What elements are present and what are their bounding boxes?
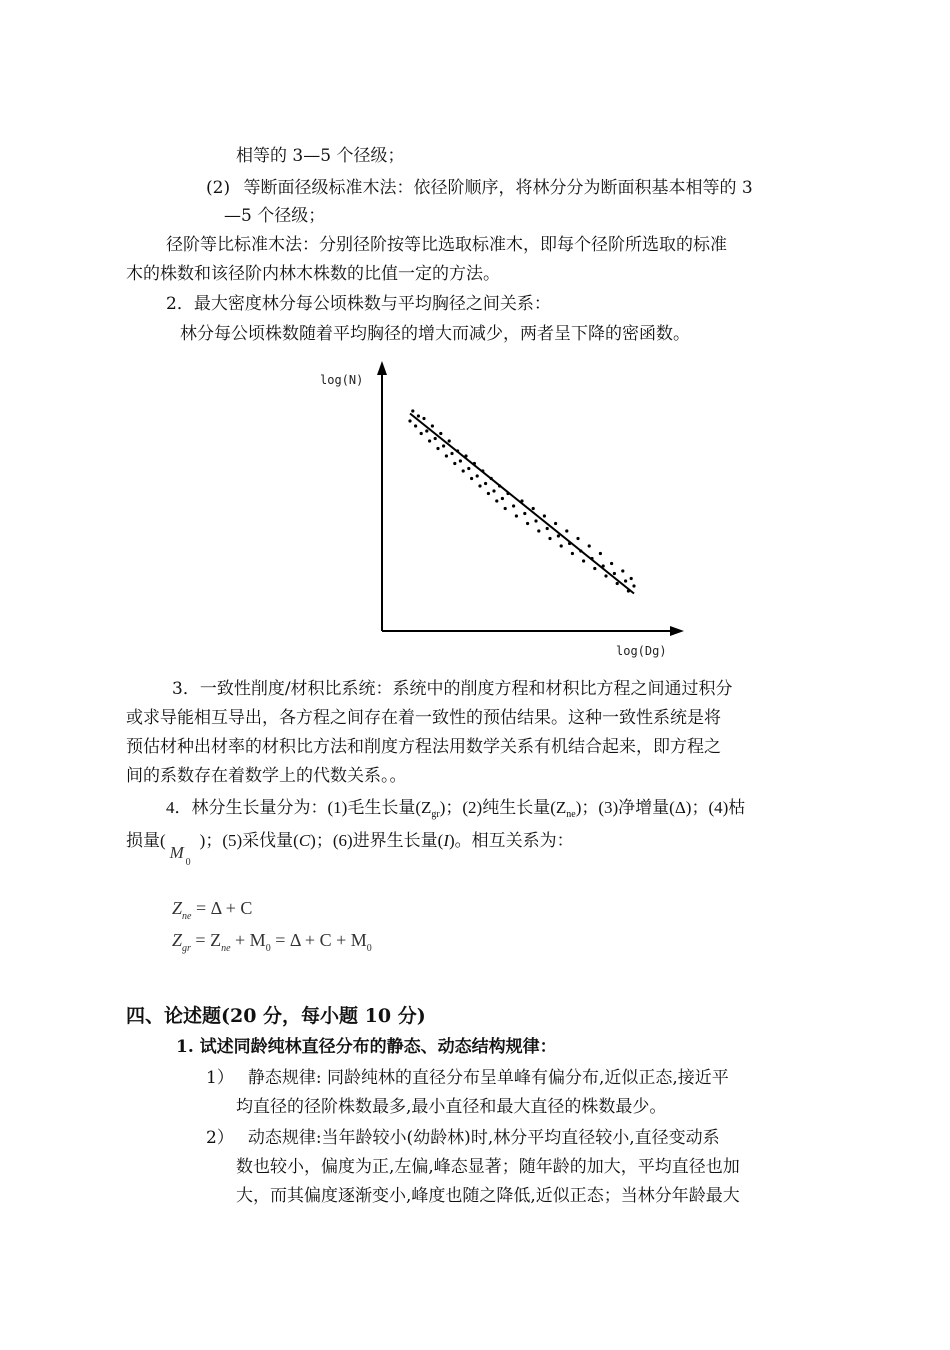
data-point bbox=[515, 514, 518, 517]
data-point bbox=[590, 557, 593, 560]
item-text: 等断面径级标准木法：依径阶顺序，将林分分为断面积基本相等的 3 bbox=[243, 178, 753, 198]
item-text: 动态规律:当年龄较小(幼龄林)时,林分平均直径较小,直径变动系 bbox=[247, 1128, 720, 1148]
data-point bbox=[450, 452, 453, 455]
data-point bbox=[532, 507, 535, 510]
data-point bbox=[467, 467, 470, 470]
data-point bbox=[495, 499, 498, 502]
section-heading: 四、论述题(20 分，每小题 10 分) bbox=[126, 1005, 426, 1027]
data-point bbox=[442, 444, 445, 447]
question-4-line bbox=[126, 829, 574, 868]
data-point bbox=[411, 409, 414, 412]
item-number: 1） bbox=[206, 1068, 234, 1088]
text-line: 大，而其偏度逐渐变小,峰度也随之降低,近似正态；当林分年龄最大 bbox=[236, 1186, 740, 1206]
text-line: 径阶等比标准木法：分别径阶按等比选取标准木，即每个径阶所选取的标准 bbox=[166, 235, 727, 255]
data-point bbox=[436, 447, 439, 450]
section-4-question-1: 1. 试述同龄纯林直径分布的静态、动态结构规律： bbox=[176, 1037, 557, 1057]
data-point bbox=[448, 439, 451, 442]
question-3-line: 间的系数存在着数学上的代数关系。。 bbox=[126, 766, 407, 786]
data-point bbox=[434, 437, 437, 440]
data-point bbox=[501, 497, 504, 500]
question-3-line: 3．一致性削度/材积比系统：系统中的削度方程和材积比方程之间通过积分 bbox=[172, 679, 733, 699]
data-point bbox=[464, 454, 467, 457]
data-point bbox=[593, 567, 596, 570]
y-axis-arrow bbox=[377, 361, 387, 375]
list-item bbox=[206, 1126, 720, 1150]
data-point bbox=[630, 577, 633, 580]
list-item bbox=[206, 1066, 729, 1090]
data-point bbox=[520, 499, 523, 502]
data-point bbox=[526, 522, 529, 525]
data-point bbox=[492, 489, 495, 492]
data-point bbox=[459, 459, 462, 462]
data-point bbox=[417, 414, 420, 417]
data-point bbox=[473, 462, 476, 465]
data-point bbox=[523, 512, 526, 515]
q4-text: )。相互关系为： bbox=[449, 831, 574, 850]
text-line: 均直径的径阶株数最多,最小直径和最大直径的株数最少。 bbox=[236, 1097, 667, 1117]
chart-marks bbox=[377, 361, 684, 636]
q4-symbol: I bbox=[443, 831, 449, 850]
data-point bbox=[632, 584, 635, 587]
data-point bbox=[568, 542, 571, 545]
data-point bbox=[624, 579, 627, 582]
data-point bbox=[582, 559, 585, 562]
data-point bbox=[613, 572, 616, 575]
data-point bbox=[481, 469, 484, 472]
data-point bbox=[487, 492, 490, 495]
text-line: —5 个径级； bbox=[224, 206, 326, 226]
data-point bbox=[546, 527, 549, 530]
data-point bbox=[420, 432, 423, 435]
data-point bbox=[604, 574, 607, 577]
data-point bbox=[610, 562, 613, 565]
question-2: 2．最大密度林分每公顷株数与平均胸径之间关系： bbox=[166, 294, 551, 314]
q4-text: 损量( bbox=[126, 831, 166, 850]
m0-symbol: M 0 bbox=[169, 843, 191, 868]
data-point bbox=[453, 462, 456, 465]
data-point bbox=[414, 424, 417, 427]
scatter-chart bbox=[300, 360, 690, 660]
data-point bbox=[478, 484, 481, 487]
delta-symbol: Δ bbox=[674, 798, 686, 817]
text-line: 木的株数和该径阶内林木株数的比值一定的方法。 bbox=[126, 264, 500, 284]
data-point bbox=[543, 514, 546, 517]
q4-symbol: C bbox=[298, 831, 311, 850]
data-point bbox=[537, 529, 540, 532]
data-point bbox=[506, 492, 509, 495]
equation-1: $Z_{ne} = \Delta + C$ bbox=[172, 898, 253, 922]
data-point bbox=[425, 429, 428, 432]
data-point bbox=[431, 424, 434, 427]
q4-text: )；(4)枯 bbox=[685, 798, 746, 817]
data-point bbox=[554, 522, 557, 525]
data-point bbox=[579, 549, 582, 552]
data-point bbox=[534, 519, 537, 522]
data-point bbox=[548, 537, 551, 540]
text-line bbox=[206, 176, 753, 200]
data-point bbox=[616, 582, 619, 585]
item-number: 2） bbox=[206, 1128, 234, 1148]
q4-text: )；(3)净增量( bbox=[575, 798, 675, 817]
question-3-line: 或求导能相互导出，各方程之间存在着一致性的预估结果。这种一致性系统是将 bbox=[126, 708, 721, 728]
data-point bbox=[484, 482, 487, 485]
x-axis-arrow bbox=[670, 626, 684, 636]
trend-line bbox=[410, 414, 634, 594]
data-point bbox=[470, 477, 473, 480]
text-line: 相等的 3—5 个径级； bbox=[236, 146, 405, 166]
data-point bbox=[422, 417, 425, 420]
data-point bbox=[565, 529, 568, 532]
question-4-line bbox=[166, 796, 745, 827]
data-point bbox=[576, 537, 579, 540]
question-3-line: 预估材种出材率的材积比方法和削度方程法用数学关系有机结合起来，即方程之 bbox=[126, 737, 721, 757]
data-point bbox=[445, 454, 448, 457]
q4-text: )；(6)进界生长量( bbox=[310, 831, 444, 850]
data-point bbox=[439, 432, 442, 435]
data-point bbox=[557, 534, 560, 537]
y-axis-label: log(N) bbox=[320, 373, 364, 387]
data-point bbox=[462, 469, 465, 472]
data-point bbox=[498, 484, 501, 487]
x-axis-label: log(Dg) bbox=[616, 644, 667, 658]
text-line: 数也较小，偏度为正,左偏,峰态显著；随年龄的加大，平均直径也加 bbox=[236, 1157, 740, 1177]
data-point bbox=[456, 449, 459, 452]
data-point bbox=[621, 569, 624, 572]
item-text: 静态规律: 同龄纯林的直径分布呈单峰有偏分布,近似正态,接近平 bbox=[247, 1068, 729, 1088]
q4-sub: gr bbox=[431, 809, 440, 820]
q4-sub: ne bbox=[566, 809, 576, 820]
data-point bbox=[602, 564, 605, 567]
data-point bbox=[476, 474, 479, 477]
data-point bbox=[560, 544, 563, 547]
q4-text: 4．林分生长量分为：(1)毛生长量(Z bbox=[166, 798, 432, 817]
data-point bbox=[599, 552, 602, 555]
data-point bbox=[408, 419, 411, 422]
data-point bbox=[588, 544, 591, 547]
data-point bbox=[627, 589, 630, 592]
data-point bbox=[571, 552, 574, 555]
data-point bbox=[490, 477, 493, 480]
equation-2: $Z_{gr} = Z_{ne} + M_0 = \Delta + C + M_0$ bbox=[172, 930, 372, 954]
data-point bbox=[504, 507, 507, 510]
data-point bbox=[512, 504, 515, 507]
q4-text: )；(2)纯生长量(Z bbox=[439, 798, 567, 817]
data-point bbox=[428, 439, 431, 442]
answer-2: 林分每公顷株数随着平均胸径的增大而减少，两者呈下降的密函数。 bbox=[180, 324, 690, 344]
q4-text: )；(5)采伐量( bbox=[199, 831, 299, 850]
item-number: (2) bbox=[206, 178, 231, 198]
